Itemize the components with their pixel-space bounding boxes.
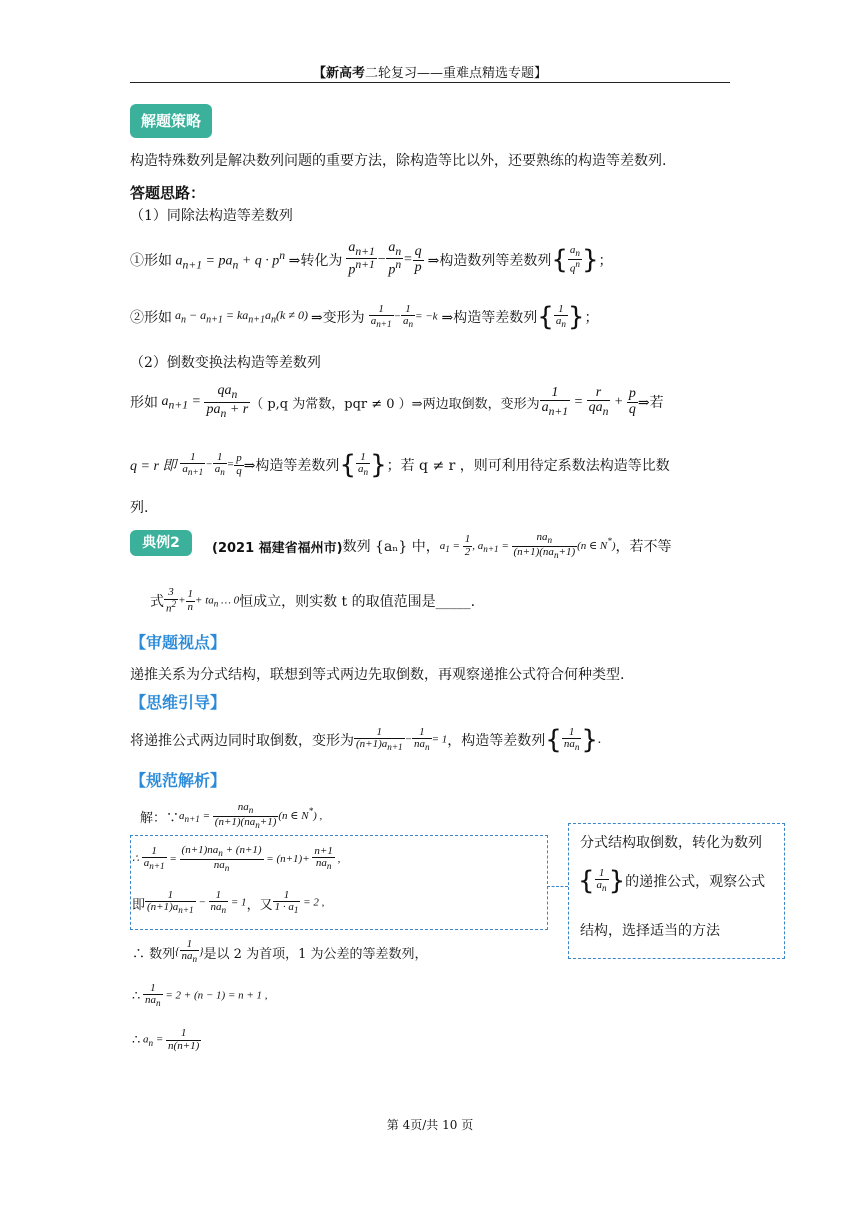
example-badge: 典例2	[130, 530, 192, 556]
solution-l3-prefix: 即	[132, 897, 146, 913]
example-line2-prefix: 式	[150, 594, 164, 610]
guide-prefix: 将递推公式两边同时取倒数，变形为	[130, 733, 354, 749]
part2-line2-mid: ⇒构造等差数列	[243, 458, 340, 474]
note-sequence: { $\frac{1}{a_n}$ }	[578, 866, 626, 896]
solution-l3-formula: $\frac{1}{(n+1)a_{n+1}}$ − $\frac{1}{na_n}$ = 1	[147, 888, 247, 916]
item2-recurrence: $a_n - a_{n+1} = ka_{n+1}a_n(k \ne 0)$	[172, 308, 311, 326]
review-text: 递推关系为分式结构，联想到等式两边先取倒数，再观察递推公式符合何种类型.	[130, 667, 625, 683]
solution-line5	[132, 976, 268, 1016]
item2-mid: ⇒变形为	[310, 310, 365, 326]
solution-l1-prefix: 解：∵	[140, 810, 180, 826]
solution-l5-formula: $\frac{1}{na_n}$ = 2 + (n − 1) = n + 1 ,	[145, 981, 268, 1009]
solution-line1	[140, 796, 322, 836]
answer-idea-title: 答题思路：	[130, 184, 206, 202]
part2-line2	[130, 440, 670, 490]
intro-text: 构造特殊数列是解决数列问题的重要方法，除构造等比以外，还要熟练的构造等差数列.	[130, 153, 667, 169]
solution-line6	[132, 1020, 201, 1060]
item1-mid: ⇒转化为	[288, 253, 343, 269]
solution-l3-formula2: $\frac{1}{1 \cdot a_1}$ = 2 ,	[274, 888, 325, 916]
page-footer: 第 4页/共 10 页	[386, 1118, 474, 1132]
example-line2-suffix: 恒成立，则实数 t 的取值范围是_____.	[239, 594, 476, 610]
solution-line2	[132, 838, 340, 880]
item2-after: ⇒构造等差数列	[441, 310, 538, 326]
solution-line4	[132, 932, 427, 972]
note-line3: 结构，选择适当的方法	[580, 923, 720, 939]
part2-line2-end: ；若 q ≠ r ，则可利用待定系数法构造等比数	[386, 458, 670, 474]
solution-l6-prefix: ∴	[132, 1032, 141, 1048]
part2-line2-sequence: { $\frac{1}{a_n}$ }	[339, 450, 387, 480]
example-text1: 数列 {aₙ} 中，	[342, 539, 440, 555]
solution-l5-prefix: ∴	[132, 988, 141, 1004]
solution-l6-formula: $a_n$ = $\frac{1}{n(n+1)}$	[140, 1026, 200, 1052]
note-line2-text: 的递推公式，观察公式	[625, 874, 766, 890]
note-line1: 分式结构取倒数，转化为数列	[580, 835, 762, 851]
part2-condition: （ p,q 为常数，pqr ≠ 0 ）⇒两边取倒数，变形为	[250, 396, 540, 412]
solution-l2-formula: ∴ $\frac{1}{a_{n+1}}$ = $\frac{(n+1)na_n + (n+1)}{na_n}$ = (n+1)+ $\frac{n+1}{na_n}$ ,	[132, 843, 341, 873]
solution-l4-prefix: ∴ 数列	[132, 946, 176, 962]
part2-line1	[130, 376, 664, 428]
example-line1	[212, 522, 672, 570]
item2-formula	[130, 292, 598, 342]
item1-recurrence: $a_{n+1} = pa_n + q \cdot p^n$	[172, 248, 286, 272]
solution-line3	[132, 882, 324, 924]
item1-after: ⇒构造数列等差数列	[427, 253, 552, 269]
item1-sequence: { $\frac{a_n}{q^n}$ }	[551, 243, 599, 275]
item1-formula	[130, 235, 613, 285]
solution-heading: 【规范解析】	[130, 771, 227, 790]
solution-l1-formula: $a_{n+1}$ = $\frac{na_n}{(n+1)(na_n+1)}$ (n ∈ N*) ,	[179, 800, 323, 830]
header-divider	[130, 82, 730, 83]
item2-transform: $\frac{1}{a_{n+1}}$ − $\frac{1}{a_n}$ = −k	[370, 302, 438, 330]
example-inequality: $\frac{3}{n^2}$ + $\frac{1}{n}$ + $ta_n$ … 0	[166, 586, 240, 615]
part2-title: （2）倒数变换法构造等差数列	[130, 355, 321, 371]
example-source: (2021 福建省福州市)	[212, 540, 343, 556]
part2-prefix: 形如	[130, 395, 158, 411]
review-heading: 【审题视点】	[130, 633, 227, 652]
part2-end: ⇒若	[637, 395, 664, 411]
guide-formula: $\frac{1}{(n+1)a_{n+1}}$ − $\frac{1}{na_n}$ = 1	[356, 725, 448, 753]
example-conditions: $a_1$ = $\frac{1}{2}$ , $a_{n+1}$ = $\frac{na_n}{(n+1)(na_n+1)}$ (n ∈ N*)	[439, 530, 616, 560]
item2-prefix: ②形如	[130, 310, 172, 326]
part2-transform: $\frac{1}{a_{n+1}}$ = $\frac{r}{qa_n}$ + $\frac{p}{q}$	[541, 384, 636, 419]
guide-heading: 【思维引导】	[130, 693, 227, 712]
part2-line2-prefix: q = r 即	[130, 459, 177, 474]
solution-l4-suffix: 是以 2 为首项，1 为公差的等差数列，	[203, 946, 428, 962]
part2-line3: 列.	[130, 500, 149, 516]
page-header	[0, 62, 860, 81]
example-line2	[150, 578, 475, 624]
header-bold: 【新高考	[312, 66, 365, 81]
solution-l4-seq: { $\frac{1}{na_n}$ }	[175, 937, 204, 965]
guide-line	[130, 716, 601, 764]
strategy-badge: 解题策略	[130, 104, 212, 138]
item2-sequence: { $\frac{1}{a_n}$ }	[537, 302, 585, 332]
part2-recurrence: $a_{n+1}$ = $\frac{qa_n}{pa_n + r}$	[158, 383, 249, 420]
guide-mid: ，构造等差数列	[447, 733, 546, 749]
part2-line2-formula: $\frac{1}{a_{n+1}}$ − $\frac{1}{a_n}$ = $\frac{p}{q}$	[182, 450, 242, 478]
item1-transform: $\frac{a_{n+1}}{p^{n+1}}$ − $\frac{a_n}{p^n}$ = $\frac{q}{p}$	[348, 240, 422, 278]
item1-prefix: ①形如	[130, 253, 172, 269]
solution-l3-mid: ，又	[246, 897, 273, 913]
guide-sequence: { $\frac{1}{na_n}$ }.	[545, 725, 602, 755]
header-rest: 二轮复习——重难点精选专题】	[365, 66, 548, 81]
part1-title: （1）同除法构造等差数列	[130, 208, 293, 224]
item1-end: ；	[598, 253, 613, 269]
example-text2: ，若不等	[615, 539, 672, 555]
item2-end: ；	[584, 310, 599, 326]
note-line2	[578, 858, 765, 904]
note-connector	[547, 886, 568, 887]
